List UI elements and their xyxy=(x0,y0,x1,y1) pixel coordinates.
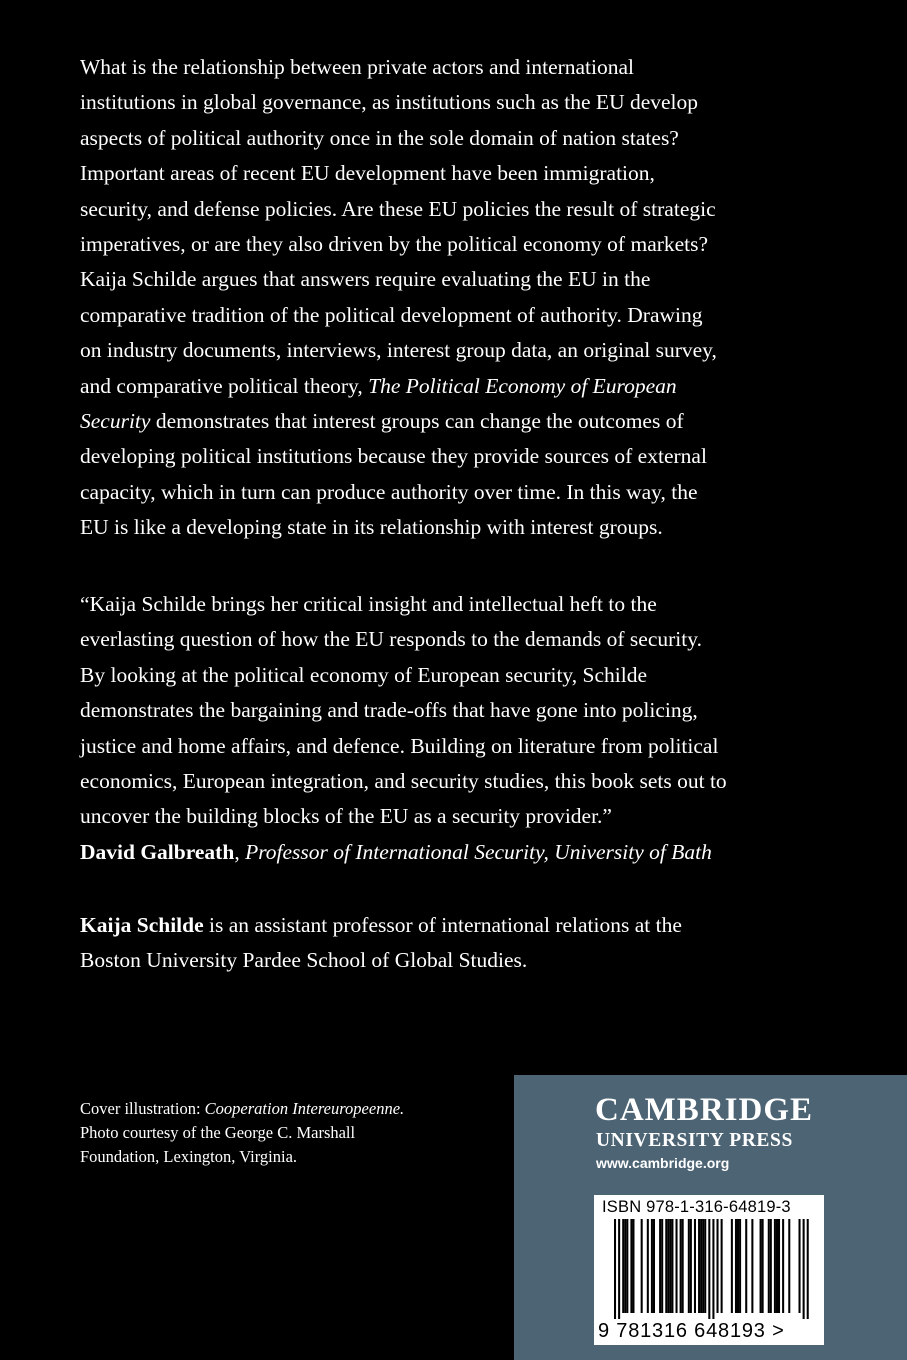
barcode-bar xyxy=(778,1219,780,1313)
barcode-bar xyxy=(731,1219,733,1313)
barcode-bar xyxy=(694,1219,696,1313)
barcode-bar xyxy=(632,1219,634,1313)
bold-run: Kaija Schilde xyxy=(80,913,204,937)
barcode-bar xyxy=(751,1219,753,1313)
barcode-bar xyxy=(700,1219,702,1313)
book-description xyxy=(80,50,880,546)
text-run: Boston University Pardee School of Global Studies. xyxy=(80,948,528,973)
text-run: Kaija Schilde argues that answers require evaluating the EU in the xyxy=(80,267,651,292)
text-line xyxy=(80,262,880,297)
text-run: developing political institutions because they provide sources of external xyxy=(80,444,707,469)
barcode-bar xyxy=(667,1219,669,1313)
barcode-bar xyxy=(669,1219,671,1313)
barcode-bar xyxy=(671,1219,673,1313)
text-line xyxy=(80,404,880,439)
barcode-bar xyxy=(651,1219,653,1313)
text-line xyxy=(80,729,880,764)
barcode-bar xyxy=(614,1219,616,1319)
text-run: “Kaija Schilde brings her critical insight and intellectual heft to the xyxy=(80,592,657,616)
text-run: By looking at the political economy of European security, Schilde xyxy=(80,662,648,687)
barcode-bars xyxy=(600,1219,818,1319)
text-run: capacity, which in turn can produce authority over time. In this way, the xyxy=(80,479,698,504)
publisher-url: www.cambridge.org xyxy=(596,1155,730,1171)
barcode-bar xyxy=(745,1219,747,1313)
barcode-bar xyxy=(618,1219,620,1319)
barcode-bar xyxy=(776,1219,778,1313)
barcode-panel xyxy=(594,1195,824,1345)
barcode-bar xyxy=(807,1219,809,1319)
barcode-bar xyxy=(799,1219,801,1313)
text-run: demonstrates that interest groups can change the outcomes of xyxy=(150,409,684,434)
barcode-bar xyxy=(622,1219,624,1313)
barcode-bar xyxy=(661,1219,663,1313)
publisher-subtitle: UNIVERSITY PRESS xyxy=(596,1130,793,1151)
text-line xyxy=(80,587,880,622)
text-line xyxy=(80,156,880,191)
publisher-name: CAMBRIDGE xyxy=(595,1092,814,1128)
text-run: Foundation, Lexington, Virginia. xyxy=(80,1147,298,1166)
barcode-digits: 9 781316 648193 > xyxy=(598,1320,785,1342)
barcode-bar xyxy=(737,1219,739,1313)
barcode-bar xyxy=(690,1219,692,1313)
text-run: Photo courtesy of the George C. Marshall xyxy=(80,1123,356,1142)
barcode-bar xyxy=(803,1219,805,1319)
cover-illustration-credit xyxy=(80,1097,404,1169)
barcode-bar xyxy=(739,1219,741,1313)
barcode-bar xyxy=(680,1219,682,1313)
text-line xyxy=(80,1097,404,1121)
text-line xyxy=(80,510,880,545)
italic-run: Professor of International Security, University of Bath xyxy=(245,839,712,864)
barcode-bar xyxy=(676,1219,678,1313)
barcode-bar xyxy=(688,1219,690,1313)
text-run: EU is like a developing state in its relationship with interest groups. xyxy=(80,515,663,540)
barcode-bar xyxy=(760,1219,762,1313)
endorsement-quote xyxy=(80,587,880,870)
text-line xyxy=(80,369,880,404)
text-line xyxy=(80,835,880,870)
text-run: uncover the building blocks of the EU as a security provider.” xyxy=(80,804,612,829)
text-run: everlasting question of how the EU responds to the demands of security. xyxy=(80,627,702,652)
text-line xyxy=(80,693,880,728)
text-run: justice and home affairs, and defence. Building on literature from political xyxy=(80,733,719,758)
text-line xyxy=(80,50,880,85)
text-line xyxy=(80,658,880,693)
barcode-bar xyxy=(665,1219,667,1313)
barcode-bar xyxy=(647,1219,649,1313)
text-line xyxy=(80,799,880,834)
barcode-bar xyxy=(762,1219,764,1313)
barcode-bar xyxy=(704,1219,706,1313)
text-run: Cover illustration: xyxy=(80,1099,205,1118)
barcode-bar xyxy=(712,1219,714,1319)
barcode-bar xyxy=(782,1219,784,1313)
text-line xyxy=(80,192,880,227)
barcode-bar xyxy=(626,1219,628,1313)
barcode-bar xyxy=(721,1219,723,1313)
text-line xyxy=(80,298,880,333)
text-run: What is the relationship between private actors and international xyxy=(80,55,635,79)
isbn-label: ISBN 978-1-316-64819-3 xyxy=(602,1198,791,1216)
text-run: is an assistant professor of international relations at the xyxy=(203,913,682,937)
barcode-bar xyxy=(708,1219,710,1319)
text-run: aspects of political authority once in the sole domain of nation states? xyxy=(80,125,679,150)
text-run: on industry documents, interviews, interest group data, an original survey, xyxy=(80,338,717,363)
barcode-bar xyxy=(774,1219,776,1313)
text-line xyxy=(80,1145,404,1169)
text-run: demonstrates the bargaining and trade-offs that have gone into policing, xyxy=(80,698,698,723)
italic-run: Cooperation Intereuropeenne. xyxy=(204,1099,405,1118)
barcode-bar xyxy=(717,1219,719,1313)
bold-run: David Galbreath xyxy=(80,839,235,864)
text-line xyxy=(80,85,880,120)
italic-run: Security xyxy=(80,409,151,434)
text-line xyxy=(80,227,880,262)
barcode-bar xyxy=(641,1219,643,1313)
text-line xyxy=(80,1121,404,1145)
italic-run: The Political Economy of European xyxy=(368,373,677,398)
text-run: security, and defense policies. Are these EU policies the result of strategic xyxy=(80,196,716,221)
text-run: and comparative political theory, xyxy=(80,373,369,398)
barcode-bar xyxy=(659,1219,661,1313)
barcode-bar xyxy=(653,1219,655,1313)
text-run: Important areas of recent EU development have been immigration, xyxy=(80,161,655,186)
text-run: institutions in global governance, as institutions such as the EU develop xyxy=(80,90,699,115)
text-run: economics, European integration, and security studies, this book sets out to xyxy=(80,769,727,794)
text-line xyxy=(80,475,880,510)
text-line xyxy=(80,121,880,156)
publisher-panel xyxy=(514,1075,907,1360)
text-line xyxy=(80,908,880,943)
barcode-bar xyxy=(735,1219,737,1313)
barcode-bar xyxy=(682,1219,684,1313)
text-line xyxy=(80,333,880,368)
text-run: comparative tradition of the political development of authority. Drawing xyxy=(80,302,703,327)
barcode-bar xyxy=(788,1219,790,1313)
text-line xyxy=(80,622,880,657)
text-run: imperatives, or are they also driven by the political economy of markets? xyxy=(80,232,709,257)
barcode-bar xyxy=(630,1219,632,1313)
barcode-bar xyxy=(624,1219,626,1313)
text-run: , xyxy=(234,839,246,864)
author-bio xyxy=(80,908,880,979)
barcode-bar xyxy=(702,1219,704,1313)
barcode-bar xyxy=(768,1219,770,1313)
barcode-bar xyxy=(698,1219,700,1313)
barcode-bar xyxy=(770,1219,772,1313)
text-line xyxy=(80,764,880,799)
text-line xyxy=(80,439,880,474)
text-line xyxy=(80,943,880,978)
